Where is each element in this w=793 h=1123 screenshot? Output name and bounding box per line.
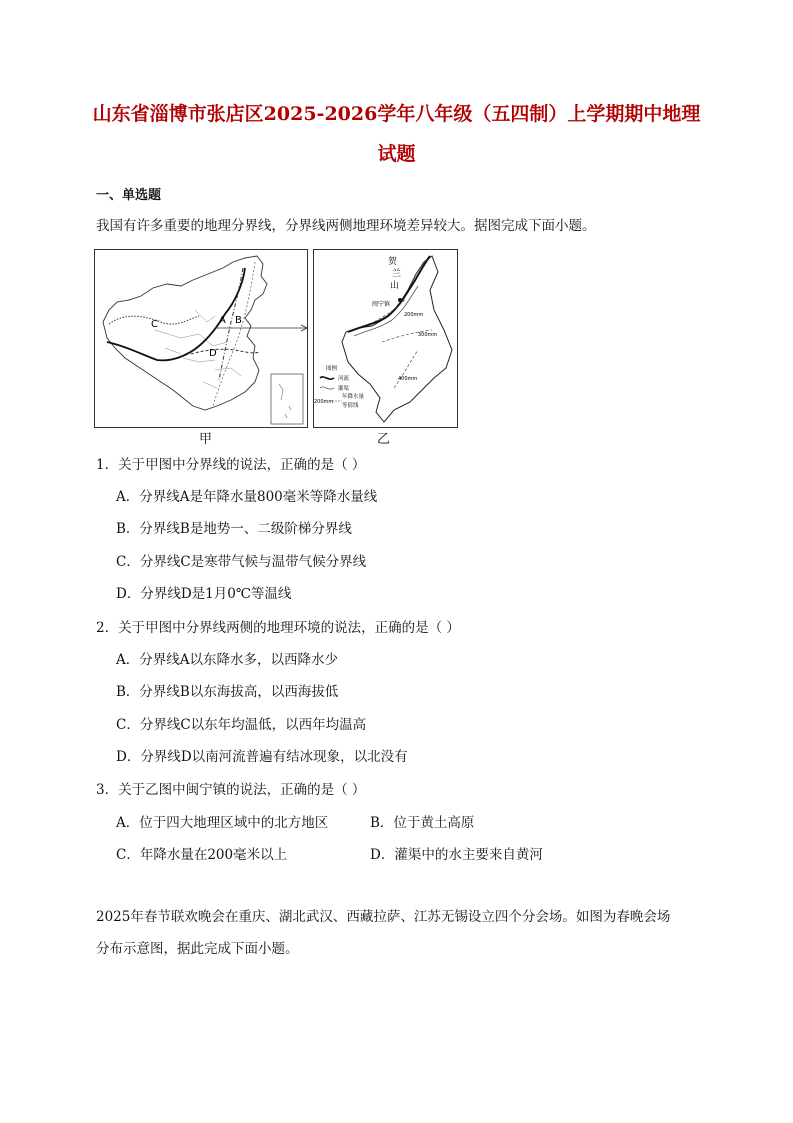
question-1-option-a: A．分界线A是年降水量800毫米等降水量线 [116, 489, 378, 505]
china-boundary-map [94, 249, 308, 428]
question-2-option-d: D．分界线D以南河流普遍有结冰现象，以北没有 [116, 749, 408, 765]
section-heading: 一、单选题 [96, 188, 162, 203]
question-1-option-d: D．分界线D是1月0℃等温线 [116, 586, 292, 602]
question-intro: 我国有许多重要的地理分界线，分界线两侧地理环境差异较大。据图完成下面小题。 [96, 218, 596, 234]
contour-200: 200mm [404, 312, 424, 318]
china-map-figure [95, 250, 307, 427]
question-1-option-b: B．分界线B是地势一、二级阶梯分界线 [116, 521, 352, 537]
legend-title: 图例 [326, 366, 338, 372]
label-b: B [235, 315, 242, 326]
legend-river: 河流 [338, 376, 350, 382]
label-d: D [209, 348, 217, 359]
question-3-option-d: D．灌渠中的水主要来自黄河 [370, 847, 543, 863]
legend-isohyet-value: 200mm [314, 399, 334, 405]
label-he: 贺 [388, 257, 398, 267]
question-3-option-c: C．年降水量在200毫米以上 [116, 847, 288, 863]
question-2-option-b: B．分界线B以东海拔高，以西海拔低 [116, 684, 339, 700]
page-title-line2: 试题 [377, 143, 416, 165]
question-3-option-b: B．位于黄土高原 [370, 815, 475, 831]
label-minning: 闽宁镇 [372, 301, 391, 308]
question-intro-2-line1: 2025年春节联欢晚会在重庆、湖北武汉、西藏拉萨、江苏无锡设立四个分会场。如图为春晚会场 [96, 909, 671, 925]
contour-300: 300mm [418, 332, 438, 338]
legend-isohyet-line1: 年降水量 [342, 394, 365, 400]
question-1-option-c: C．分界线C是寒带气候与温带气候分界线 [116, 554, 367, 570]
legend-isohyet-line2: 等值线 [342, 403, 359, 409]
ningxia-map-figure [314, 250, 457, 427]
label-lan: 兰 [392, 269, 402, 279]
question-3-stem: 3．关于乙图中闽宁镇的说法，正确的是（ ） [96, 782, 366, 798]
label-c: C [151, 319, 158, 330]
label-shan: 山 [390, 281, 400, 291]
caption-yi: 乙 [377, 432, 391, 447]
page-title-line1: 山东省淄博市张店区2025-2026学年八年级（五四制）上学期期中地理 [92, 103, 701, 125]
question-intro-2-line2: 分布示意图，据此完成下面小题。 [96, 941, 299, 957]
caption-jia: 甲 [199, 432, 213, 447]
question-2-option-a: A．分界线A以东降水多，以西降水少 [116, 652, 338, 668]
contour-400: 400mm [398, 376, 418, 382]
question-2-option-c: C．分界线C以东年均温低，以西年均温高 [116, 717, 367, 733]
question-2-stem: 2．关于甲图中分界线两侧的地理环境的说法，正确的是（ ） [96, 620, 460, 636]
question-3-option-a: A．位于四大地理区域中的北方地区 [116, 815, 329, 831]
question-1-stem: 1．关于甲图中分界线的说法，正确的是（ ） [96, 457, 366, 473]
label-a: A [219, 315, 226, 326]
ningxia-map [313, 249, 458, 428]
legend-canal: 灌渠 [338, 386, 350, 392]
